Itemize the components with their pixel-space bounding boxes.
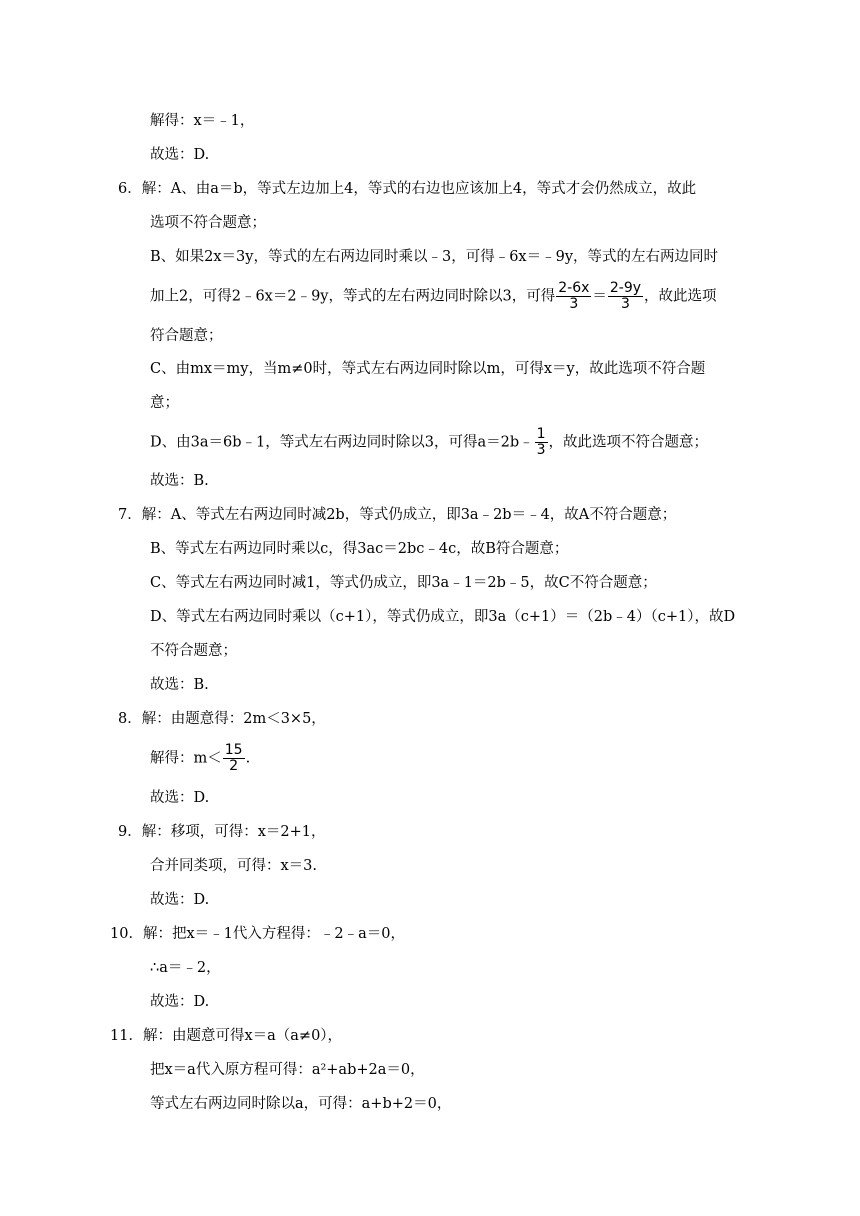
fraction: [223, 743, 245, 774]
fraction-denominator: 3: [621, 296, 630, 312]
text-segment: .: [245, 750, 251, 767]
text-line: C、由mx＝my，当m≠0时，等式左右两边同时除以m，可得x＝y，故此选项不符合题: [150, 361, 706, 377]
answer-6-line: 6．解：A、由a＝b，等式左边加上4，等式的右边也应该加上4，等式才会仍然成立，故此: [118, 181, 697, 197]
text-line: 故选：B.: [150, 677, 209, 693]
text-line: B、如果2x＝3y，等式的左右两边同时乘以﹣3，可得﹣6x＝﹣9y，等式的左右两边同时: [150, 249, 719, 265]
text-line: 选项不符合题意；: [150, 215, 266, 231]
text-line: 等式左右两边同时除以a，可得：a+b+2＝0，: [150, 1096, 452, 1112]
fraction-denominator: 3: [536, 442, 546, 458]
text-segment: 加上2，可得2﹣6x＝2﹣9y，等式的左右两边同时除以3，可得: [150, 288, 556, 305]
text-line: C、等式左右两边同时减1，等式仍成立，即3a﹣1＝2b﹣5，故C不符合题意；: [150, 575, 657, 591]
fraction-denominator: 3: [569, 296, 579, 312]
text-line-with-fractions: [150, 281, 717, 312]
text-line: 意；: [150, 395, 179, 411]
fraction-numerator: 1: [536, 426, 546, 442]
fraction-numerator: 2-6x: [558, 280, 590, 296]
answer-9-line: 9．解：移项，可得：x＝2+1，: [118, 824, 326, 840]
text-line: D、等式左右两边同时乘以（c+1），等式仍成立，即3a（c+1）＝（2b﹣4）（c+1），故D: [150, 609, 736, 625]
fraction: [608, 281, 643, 312]
fraction-denominator: 2: [229, 758, 239, 774]
text-line: 合并同类项，可得：x＝3.: [150, 858, 318, 874]
answer-7-line: 7．解：A、等式左右两边同时减2b，等式仍成立，即3a﹣2b＝﹣4，故A不符合题意；: [118, 507, 677, 523]
answer-11-line: 11．解：由题意可得x＝a（a≠0），: [110, 1028, 343, 1044]
text-segment: ，故此选项: [644, 288, 717, 305]
text-line: 解得：x＝﹣1，: [150, 113, 255, 129]
text-segment: ＝: [592, 288, 607, 305]
fraction: [535, 427, 548, 458]
text-line: 故选：D.: [150, 994, 210, 1010]
text-line: 故选：D.: [150, 892, 210, 908]
text-line: 不符合题意；: [150, 643, 237, 659]
text-line-with-fraction: [150, 743, 250, 774]
text-line-with-fraction: [150, 427, 708, 458]
fraction: [556, 281, 591, 312]
text-line: 符合题意；: [150, 328, 223, 344]
fraction-numerator: 15: [224, 742, 243, 758]
text-line: 故选：B.: [150, 473, 209, 489]
text-line: 把x＝a代入原方程可得：a²+ab+2a＝0，: [150, 1062, 425, 1078]
text-segment: 解得：m＜: [150, 750, 222, 767]
text-segment: D、由3a＝6b﹣1，等式左右两边同时除以3，可得a＝2b﹣: [150, 434, 534, 451]
answer-10-line: 10．解：把x＝﹣1代入方程得：﹣2﹣a＝0，: [110, 926, 405, 942]
text-segment: ，故此选项不符合题意；: [548, 434, 709, 451]
fraction-numerator: 2-9y: [609, 280, 642, 296]
answer-8-line: 8．解：由题意得：2m＜3×5，: [118, 711, 326, 727]
text-line: 故选：D.: [150, 147, 210, 163]
text-line: B、等式左右两边同时乘以c，得3ac＝2bc﹣4c，故B符合题意；: [150, 541, 569, 557]
text-line: ∴a＝﹣2，: [150, 960, 221, 976]
text-line: 故选：D.: [150, 790, 210, 806]
